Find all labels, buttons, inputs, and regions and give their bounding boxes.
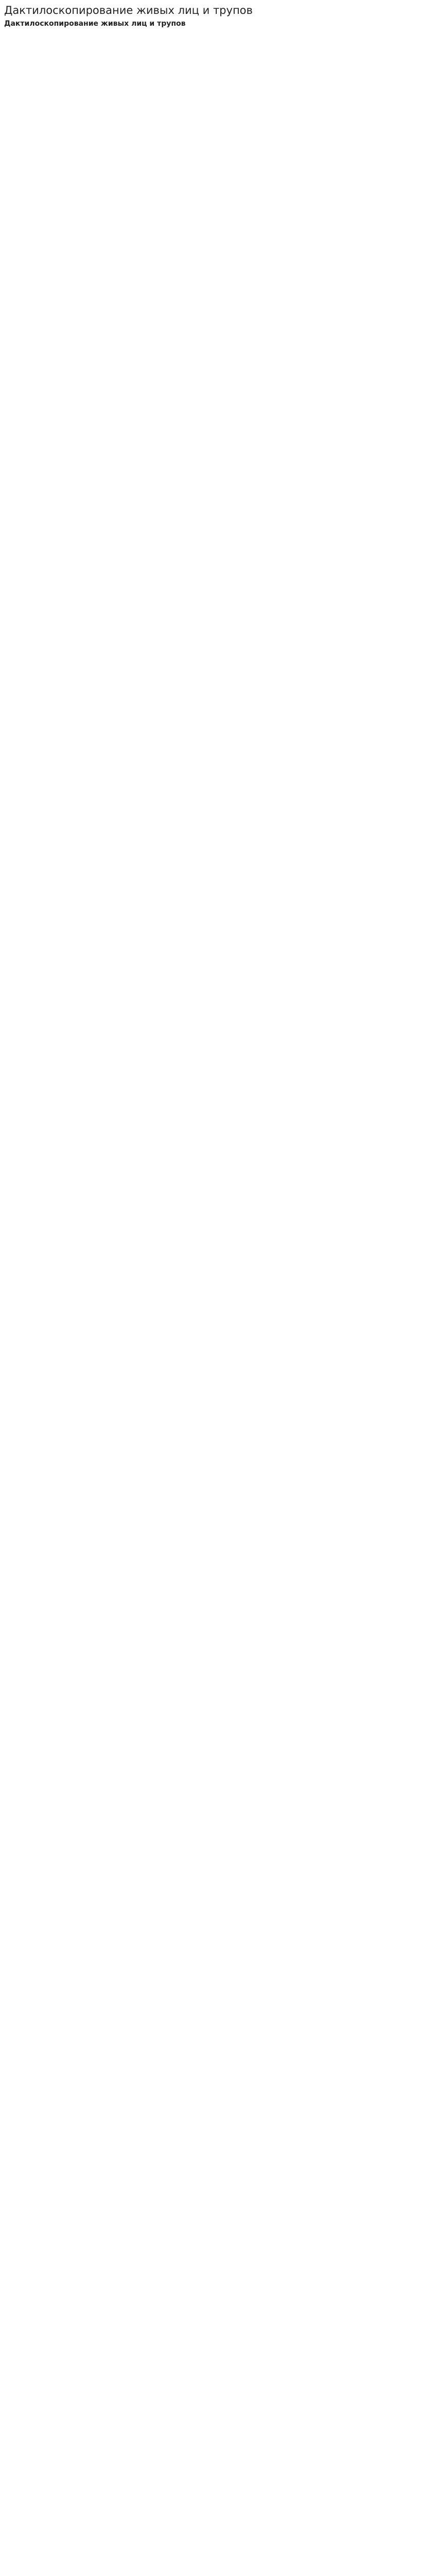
article-paragraph [4,296,431,312]
article-paragraph [4,2155,431,2171]
article-paragraph [4,274,431,289]
article-paragraph [4,1951,431,1967]
article-paragraph [4,1112,431,1128]
article-paragraph [4,1407,431,1422]
article-paragraph [4,1566,431,1581]
article-paragraph [4,1634,431,1649]
article-paragraph [4,727,431,742]
article-paragraph [4,2042,431,2057]
article-paragraph [4,1883,431,1899]
article-paragraph [4,138,431,153]
article-paragraph [4,2110,431,2125]
article-paragraph [4,2246,431,2261]
article-paragraph [4,999,431,1014]
article-paragraph [4,1543,431,1558]
article-paragraph [4,1452,431,1468]
article-paragraph [4,591,431,606]
article-paragraph [4,1180,431,1196]
article-paragraph [4,1838,431,1853]
article-paragraph [4,546,431,561]
article-paragraph [4,160,431,176]
article-paragraph [4,342,431,357]
article-paragraph [4,1611,431,1626]
article-paragraph [4,70,431,85]
article-paragraph [4,1724,431,1740]
article-paragraph [4,2132,431,2148]
article-paragraph [4,319,431,334]
article-paragraph [4,92,431,108]
article-paragraph [4,863,431,878]
article-paragraph [4,1203,431,1218]
article-paragraph [4,478,431,493]
article-paragraph [4,1588,431,1604]
article-paragraph [4,1067,431,1082]
article-paragraph [4,410,431,425]
article-paragraph [4,387,431,402]
article-paragraph [4,1294,431,1309]
article-paragraph [4,886,431,901]
article-paragraph [4,432,431,448]
article-paragraph [4,1339,431,1354]
article-paragraph [4,1022,431,1037]
article-paragraph [4,636,431,652]
article-paragraph [4,2291,431,2307]
article-paragraph [4,1770,431,1785]
article-body [4,47,431,2329]
article-paragraph [4,1679,431,1694]
article-paragraph [4,1430,431,1445]
article-paragraph [4,908,431,924]
page-title: Дактилоскопирование живых лиц и трупов [4,4,253,16]
article-paragraph [4,2200,431,2216]
article-paragraph [4,364,431,380]
article-paragraph [4,183,431,198]
article-paragraph [4,115,431,130]
article-paragraph [4,2064,431,2080]
article-paragraph [4,1158,431,1173]
article-paragraph [4,523,431,538]
article-paragraph [4,500,431,516]
article-paragraph [4,455,431,470]
article-paragraph [4,2087,431,2103]
article-paragraph [4,1362,431,1377]
article-paragraph [4,1090,431,1105]
article-paragraph [4,2223,431,2239]
article-paragraph [4,1815,431,1831]
article-paragraph [4,1974,431,1989]
article-paragraph [4,2268,431,2284]
article-paragraph [4,1384,431,1400]
article-paragraph [4,1702,431,1717]
article-paragraph [4,251,431,266]
article-paragraph [4,1498,431,1513]
article-paragraph [4,1044,431,1060]
article-paragraph [4,1792,431,1808]
article-paragraph [4,818,431,833]
article-paragraph [4,1747,431,1762]
article-paragraph [4,1226,431,1241]
article-paragraph [4,206,431,221]
article-title: Дактилоскопирование живых лиц и трупов [4,20,186,28]
article-paragraph [4,840,431,856]
article-paragraph [4,568,431,584]
article-paragraph [4,954,431,969]
article-paragraph [4,1928,431,1944]
article-paragraph [4,772,431,788]
article-paragraph [4,1248,431,1264]
article-paragraph [4,659,431,674]
article-paragraph [4,614,431,629]
article-paragraph [4,795,431,810]
article-paragraph [4,1316,431,1332]
article-paragraph [4,1906,431,1921]
article-paragraph [4,682,431,697]
article-paragraph [4,1475,431,1490]
article-paragraph [4,2314,431,2329]
article-paragraph [4,750,431,765]
article-paragraph [4,704,431,720]
article-paragraph [4,47,431,62]
article-paragraph [4,228,431,244]
article-paragraph [4,1135,431,1150]
article-paragraph [4,1271,431,1286]
article-paragraph [4,2178,431,2193]
article-paragraph [4,2019,431,2035]
article-paragraph [4,1656,431,1672]
article-paragraph [4,1860,431,1876]
article-paragraph [4,931,431,946]
article-paragraph [4,1996,431,2012]
article-paragraph [4,1520,431,1536]
article-paragraph [4,976,431,992]
